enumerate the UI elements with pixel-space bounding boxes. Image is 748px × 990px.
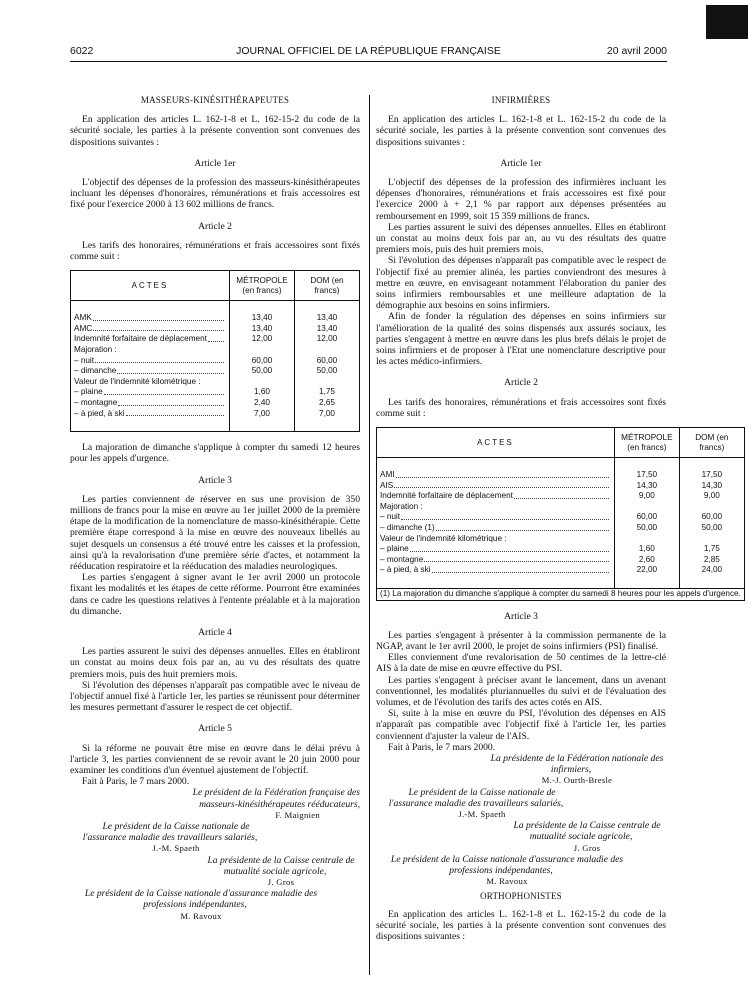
paragraph: Les parties s'engagent à présenter à la commission permanente de la NGAP, avant le 1er avril 2000, le projet de soins infirmiers (PSI) finalisé. [376,629,666,653]
metropole-value: 50,00 [230,366,295,377]
act-label: – à pied, à ski [380,565,431,575]
signing-place-date: Fait à Paris, le 7 mars 2000. [388,741,496,753]
metropole-value [230,377,295,388]
publication-date: 20 avril 2000 [606,45,667,57]
metropole-value: 2,60 [614,555,679,566]
paragraph: La majoration de dimanche s'applique à compter du samedi 12 heures pour les appels d'urgence. [70,442,360,465]
paragraph: Les tarifs des honoraires, rémunérations et frais accessoires sont fixés comme suit : [376,396,666,419]
signatory-name: J. Gros [267,877,295,888]
metropole-value: 1,60 [614,544,679,555]
table-row [377,565,745,576]
paragraph: Elles conviennent d'une revalorisation de 50 centimes de la lettre-clé AIS à la date de mise en œuvre effective du PSI. [376,652,666,675]
metropole-value: 13,40 [230,313,295,324]
signatory-name: J.-M. Spaeth [152,843,200,854]
dot-leader [394,481,609,489]
metropole-value [230,345,295,356]
paragraph: Les parties assurent le suivi des dépenses annuelles. Elles en établiront un constat au moins deux fois par an, au vu des résultats des quatre premiers mois, puis des huit premiers mois. [70,646,360,680]
paragraph: L'objectif des dépenses de la profession des masseurs-kinésithérapeutes incluant les dépenses d'honoraires, rémunérations et frais accessoires est fixé pour l'exercice 2000 à 13 602 millions de francs. [70,177,360,211]
act-label: Indemnité forfaitaire de déplacement [74,334,207,344]
metropole-value: 22,00 [614,565,679,576]
dom-value: 14,30 [679,481,744,492]
article-heading: Article 5 [198,723,232,735]
act-label-cell [377,512,615,523]
col-header-metropole: MÉTROPOLE (en francs) [230,271,295,301]
act-label: – plaine [74,387,103,397]
act-label-cell [377,491,615,502]
act-label-cell [377,544,615,555]
act-label: Majoration : [380,501,423,511]
page-number: 6022 [70,45,94,57]
dom-value: 2,65 [295,398,360,409]
metropole-value [614,534,679,545]
dom-value: 50,00 [295,366,360,377]
table-row [71,313,360,324]
dom-value [679,534,744,545]
dom-value: 60,00 [679,512,744,523]
act-label: – montagne [380,554,424,564]
col-header-dom: DOM (en francs) [295,271,360,301]
table-row [71,366,360,377]
paragraph: Les tarifs des honoraires, rémunérations et frais accessoires sont fixés comme suit : [70,239,360,263]
page-header [70,45,667,61]
act-label: – dimanche [74,366,117,376]
act-label: – plaine [380,544,409,554]
act-label: AMI [380,470,395,480]
signatory-name: M.-J. Ourth-Bresle [541,775,613,786]
paragraph: Si, suite à la mise en œuvre du PSI, l'évolution des dépenses en AIS n'apparaît pas compatible avec l'objectif fixé à l'article 1er, les parties conviennent d'ajuster la valeur de l'AIS. [376,708,666,742]
act-label: Majoration : [74,345,117,355]
signatory-role: La présidente de la Caisse centrale de mutualité sociale agricole, [207,854,355,877]
paragraph: Afin de fonder la régulation des dépenses en soins infirmiers sur l'amélioration de la qualité des soins dispensés aux assurés sociaux, les parties s'engagent à mettre en œuvre dans les plus brefs délais le projet de soins infirmiers et de proposer à l'Etat une nomenclature descriptive pour les actes médico-infirmiers. [376,311,666,368]
act-label-cell [377,523,615,534]
act-label: – dimanche (1) [380,523,435,533]
metropole-value: 13,40 [230,324,295,335]
metropole-value: 14,30 [614,481,679,492]
section-title: MASSEURS-KINÉSITHÉRAPEUTES [140,95,290,105]
article-heading: Article 1er [500,157,542,169]
dot-leader [117,366,224,374]
dom-value: 7,00 [295,409,360,420]
article-heading: Article 2 [504,377,538,389]
dot-leader [432,565,609,573]
article-heading: Article 3 [504,610,538,622]
col-header-actes: ACTES [377,428,615,458]
dom-value: 2,85 [679,555,744,566]
article-heading: Article 1er [194,157,236,169]
paragraph: Si l'évolution des dépenses n'apparaît pas compatible avec le respect de l'objectif fixé au premier alinéa, les parties conviendront des mesures à mettre en œuvre, en envisageant notamment l'élaboration du panier des soins infirmiers remboursables et une meilleure adaptation de la démographie aux besoins en soins infirmiers. [376,255,666,312]
tariff-table [70,270,360,432]
dot-leader [436,523,609,531]
dot-leader [118,398,224,406]
act-label: – nuit [74,355,95,365]
section-title: ORTHOPHONISTES [480,891,562,902]
act-label-cell [71,387,230,398]
table-row [71,324,360,335]
signatory-role: Le président de la Caisse nationale de l'assurance maladie des travailleurs salariés, [388,786,564,809]
metropole-value: 60,00 [614,512,679,523]
dot-leader [410,544,609,552]
table-row [71,334,360,345]
header-rule [70,61,667,62]
intro-paragraph: En application des articles L. 162-1-8 et L. 162-15-2 du code de la sécurité sociale, les parties à la présente convention sont convenues des dispositions suivantes : [376,908,666,943]
metropole-value [614,502,679,513]
metropole-value: 7,00 [230,409,295,420]
article-heading: Article 4 [198,627,232,639]
paragraph: Les parties conviennent de réserver en sus une provision de 350 millions de francs pour la mise en œuvre au 1er juillet 2000 de la première étape de la modification de la nomenclature de masso-kinésithérapie. Cette première étape correspond à la mise en œuvre des nouveaux libellés au sujet desquels un consensus a été trouvé entre les caisses et la profession, ainsi qu'à la revalorisation d'une première série d'actes, et notamment la rééducation respiratoire et la rééducation des maladies neurologiques. [70,493,360,572]
intro-paragraph: En application des articles L. 162-1-8 et L. 162-15-2 du code de la sécurité sociale, les parties à la présente convention sont convenues des dispositions suivantes : [376,114,666,148]
act-label-cell [71,356,230,367]
table-row [71,345,360,356]
table-row [71,356,360,367]
dom-value [295,377,360,388]
act-label-cell [71,334,230,345]
intro-paragraph: En application des articles L. 162-1-8 et L. 162-15-2 du code de la sécurité sociale, les parties à la présente convention sont convenues des dispositions suivantes : [70,114,360,148]
act-label-cell [377,555,615,566]
act-label-cell [71,377,230,388]
signatory-name: M. Ravoux [486,876,528,887]
right-column [376,95,741,943]
signatory-name: J.-M. Spaeth [458,809,506,820]
paragraph: Les parties s'engagent à signer avant le 1er avril 2000 un protocole fixant les modalités et les étapes de cette réforme. Pourront être examinées dans ce cadre les questions relatives à l'entente préalable et à la majoration du dimanche. [70,572,360,617]
paragraph: Les parties s'engagent à préciser avant le lancement, dans un avenant conventionnel, les modalités pluriannuelles du suivi et de l'évaluation des volumes, et de l'évolution des tarifs des actes cotés en AIS. [376,674,666,709]
table-row [377,470,745,481]
dom-value: 17,50 [679,470,744,481]
dom-value: 50,00 [679,523,744,534]
signatory-role: La présidente de la Fédération nationale des infirmiers, [490,753,664,776]
act-label-cell [71,409,230,420]
act-label-cell [377,534,615,545]
dom-value: 12,00 [295,334,360,345]
dom-value [679,502,744,513]
dot-leader [126,409,224,417]
act-label-cell [71,398,230,409]
act-label-cell [71,366,230,377]
act-label-cell [377,470,615,481]
act-label-cell [377,502,615,513]
dot-leader [514,491,609,499]
table-row [71,409,360,420]
signatory-role: La présidente de la Caisse centrale de mutualité sociale agricole, [513,820,661,843]
signatory-role: Le président de la Caisse nationale de l'assurance maladie des travailleurs salariés, [82,821,258,844]
paragraph: L'objectif des dépenses de la profession des infirmières incluant les dépenses d'honoraires, rémunérations et frais accessoires est fixé pour l'exercice 2000 à + 2,1 % par rapport aux dépenses présentées au remboursement en 1999, soit 15 359 millions de francs. [376,177,666,222]
metropole-value: 50,00 [614,523,679,534]
table-row [71,377,360,388]
col-header-metropole: MÉTROPOLE (en francs) [614,428,679,458]
act-label: Indemnité forfaitaire de déplacement [380,491,513,501]
metropole-value: 17,50 [614,470,679,481]
paragraph: Si l'évolution des dépenses n'apparaît pas compatible avec le niveau de l'objectif annuel fixé à l'article 1er, les parties se réunissent pour déterminer les mesures permettant d'assurer le respect de cet objectif. [70,679,360,714]
dot-leader [396,470,609,478]
paragraph: Si la réforme ne pouvait être mise en œuvre dans le délai prévu à l'article 3, les parties conviennent de se revoir avant le 20 juin 2000 pour examiner les conditions d'un éventuel ajustement de l'objectif. [70,742,360,777]
signatory-name: M. Ravoux [180,910,222,921]
page-edge-marker [706,5,748,39]
dom-value: 1,75 [295,387,360,398]
metropole-value: 9,00 [614,491,679,502]
dom-value: 13,40 [295,313,360,324]
article-heading: Article 3 [198,474,232,486]
article-heading: Article 2 [198,220,232,232]
table-row [71,398,360,409]
act-label: Valeur de l'indemnité kilométrique : [74,376,201,386]
col-header-actes: ACTES [71,271,230,301]
dot-leader [401,512,609,520]
signatory-name: J. Gros [573,842,601,853]
dot-leader [424,555,609,563]
table-row [377,523,745,534]
metropole-value: 12,00 [230,334,295,345]
dom-value [295,345,360,356]
section-title: INFIRMIÈRES [491,95,551,105]
signatory-role: Le président de la Caisse nationale d'assurance maladie des professions indépendantes, [84,888,318,911]
table-row [377,544,745,555]
act-label-cell [377,481,615,492]
metropole-value: 2,40 [230,398,295,409]
act-label-cell [71,313,230,324]
table-footnote: (1) La majoration du dimanche s'applique à compter du samedi 8 heures pour les appels d'urgence. [377,589,745,601]
tariff-table [376,427,745,601]
dom-value: 1,75 [679,544,744,555]
dom-value: 9,00 [679,491,744,502]
table-row [377,512,745,523]
dot-leader [104,387,224,395]
signatory-role: Le président de la Fédération française des masseurs-kinésithérapeutes rééducateurs, [192,787,360,810]
table-row [71,387,360,398]
metropole-value: 60,00 [230,356,295,367]
left-column [70,95,360,922]
table-row [377,534,745,545]
signatory-role: Le président de la Caisse nationale d'assurance maladie des professions indépendantes, [390,853,624,877]
table-row [377,481,745,492]
table-row [377,555,745,566]
dot-leader [93,324,224,332]
act-label: – à pied, à ski [74,408,125,418]
act-label: AMK [74,313,92,323]
dot-leader [208,334,224,342]
act-label: Valeur de l'indemnité kilométrique : [380,533,507,543]
dom-value: 13,40 [295,324,360,335]
journal-title: JOURNAL OFFICIEL DE LA RÉPUBLIQUE FRANÇAISE [236,45,501,57]
act-label: AIS [380,480,394,490]
act-label-cell [71,345,230,356]
act-label: AMC [74,323,93,333]
col-header-dom: DOM (en francs) [679,428,744,458]
act-label: – nuit [380,512,401,522]
dot-leader [93,313,224,321]
signatory-name: F. Maignien [275,809,320,820]
dom-value: 60,00 [295,356,360,367]
metropole-value: 1,60 [230,387,295,398]
signing-place-date: Fait à Paris, le 7 mars 2000. [82,776,190,788]
act-label-cell [377,565,615,576]
act-label: – montagne [74,397,118,407]
table-row [377,491,745,502]
dom-value: 24,00 [679,565,744,576]
act-label-cell [71,324,230,335]
dot-leader [95,356,224,364]
column-divider [369,95,370,975]
table-row [377,502,745,513]
paragraph: Les parties assurent le suivi des dépenses annuelles. Elles en établiront un constat au moins deux fois par an, au vu des résultats des quatre premiers mois, puis des huit premiers mois. [376,221,666,256]
